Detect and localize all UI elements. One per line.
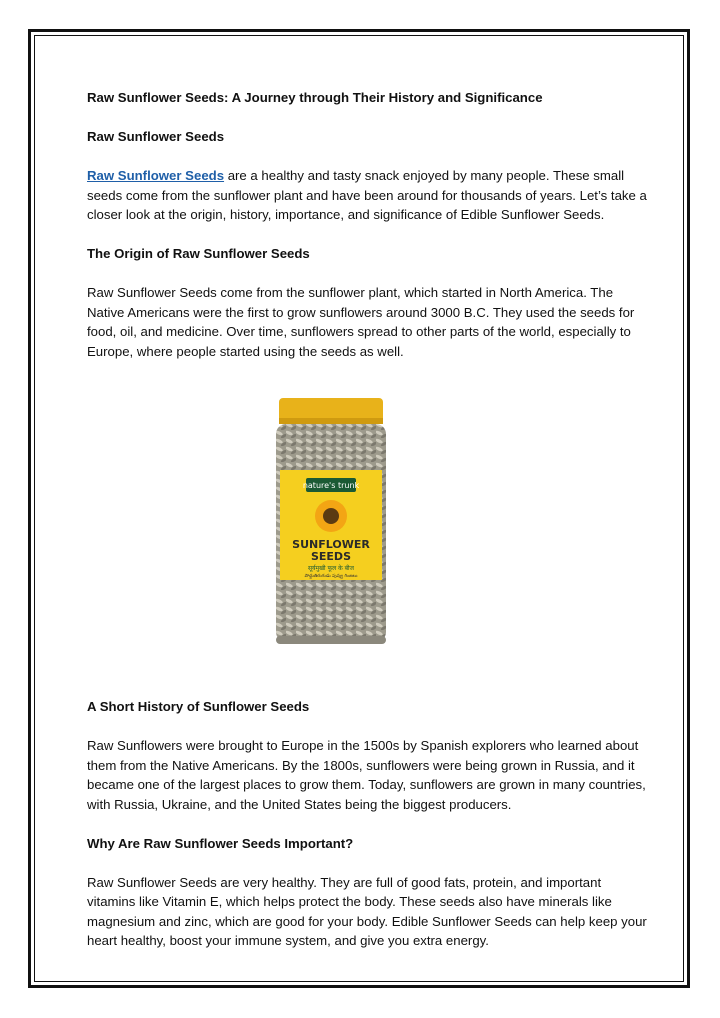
document-title: Raw Sunflower Seeds: A Journey through Their History and Significance: [87, 90, 543, 105]
intro-paragraph-text: are a healthy and tasty snack enjoyed by many people. These small seeds come from the sunflower plant and have been around for thousands of years. Let’s take a closer look at the origin, history, importance, and significance of Edible Sunflower Seeds.: [87, 168, 647, 222]
history-paragraph: Raw Sunflowers were brought to Europe in the 1500s by Spanish explorers who learned about them from the Native Americans. By the 1800s, sunflowers were being grown in Russia, and it became one of the largest places to grow them. Today, sunflowers are grown in many countries, with Russia, Ukraine, and the United States being the biggest producers.: [87, 738, 646, 812]
label-telugu: పొద్దుతిరుగుడు పువ్వు గింజలు: [304, 574, 358, 579]
section-heading-history: A Short History of Sunflower Seeds: [87, 699, 310, 714]
raw-sunflower-seeds-link[interactable]: Raw Sunflower Seeds: [87, 168, 225, 183]
document-body: [87, 88, 647, 361]
sunflower-icon: [315, 500, 347, 532]
label-title-line1: SUNFLOWER: [292, 538, 370, 551]
origin-paragraph: Raw Sunflower Seeds come from the sunflower plant, which started in North America. The Native Americans were the first to grow sunflowers around 3000 B.C. They used the seeds for food, oil, and medicine. Over time, sunflowers spread to other parts of the world, especially to Europe, where people started using the seeds as well.: [87, 285, 635, 359]
document-body-lower: [87, 697, 647, 951]
label-hindi: सूर्यमुखी फूल के बीज: [307, 565, 355, 572]
section-heading-raw-sunflower-seeds: Raw Sunflower Seeds: [87, 129, 225, 144]
section-heading-importance: Why Are Raw Sunflower Seeds Important?: [87, 835, 354, 851]
section-heading-origin: The Origin of Raw Sunflower Seeds: [87, 246, 310, 261]
intro-paragraph: [87, 166, 647, 225]
brand-logo-text: nature's trunk: [302, 481, 360, 490]
importance-paragraph: Raw Sunflower Seeds are very healthy. They are full of good fats, protein, and important vitamins like Vitamin E, which helps protect the body. These seeds also have minerals like magnesium and zinc, which are good for your body. Edible Sunflower Seeds can help keep your heart healthy, boost your immune system, and give you extra energy.: [87, 874, 647, 948]
label-title-line2: SEEDS: [310, 550, 352, 563]
sunflower-seeds-jar-image: [276, 398, 386, 646]
